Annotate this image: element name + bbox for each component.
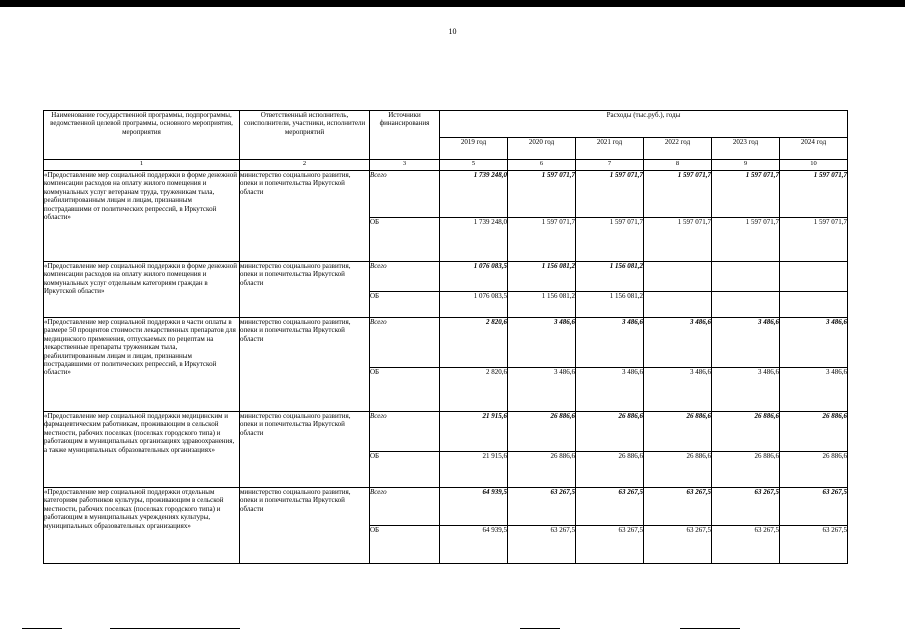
top-border bbox=[0, 0, 905, 7]
total-value: 1 076 083,5 bbox=[473, 262, 507, 270]
header-year: 2024 год bbox=[780, 138, 848, 160]
table-row-total bbox=[44, 171, 848, 218]
total-value-cell bbox=[780, 171, 848, 218]
total-value-cell bbox=[508, 171, 576, 218]
funding-source-ob: ОБ bbox=[370, 526, 440, 564]
table-row-total bbox=[44, 412, 848, 452]
funding-source-ob: ОБ bbox=[370, 368, 440, 412]
total-value: 64 939,5 bbox=[482, 488, 507, 496]
total-value: 3 486,6 bbox=[554, 318, 575, 326]
ob-value: 1 739 248,0 bbox=[440, 218, 508, 262]
header-year: 2020 год bbox=[508, 138, 576, 160]
total-value-cell bbox=[712, 171, 780, 218]
column-number: 8 bbox=[644, 160, 712, 171]
column-number: 1 bbox=[44, 160, 240, 171]
ob-value: 63 267,5 bbox=[712, 526, 780, 564]
total-value-cell bbox=[576, 262, 644, 292]
total-value: 1 597 071,7 bbox=[609, 171, 643, 179]
program-name: «Предоставление мер социальной поддержки отдельным категориям работников культуры, проживающим в сельской местности, рабочих поселках (поселках городского типа) и работающим в муниципальных учреждениях культуры, муниципальных образовательных организациях» bbox=[44, 488, 240, 564]
header-year: 2022 год bbox=[644, 138, 712, 160]
header-year: 2023 год bbox=[712, 138, 780, 160]
total-value-cell bbox=[440, 171, 508, 218]
table-row-total bbox=[44, 488, 848, 526]
total-value: 1 156 081,2 bbox=[541, 262, 575, 270]
total-value-cell bbox=[508, 262, 576, 292]
header-year: 2019 год bbox=[440, 138, 508, 160]
column-number: 3 bbox=[370, 160, 440, 171]
total-value: 26 886,6 bbox=[754, 412, 779, 420]
total-value: 1 156 081,2 bbox=[609, 262, 643, 270]
table-body bbox=[44, 171, 848, 564]
funding-source-ob: ОБ bbox=[370, 452, 440, 488]
header-program-name: Наименование государственной программы, подпрограммы, ведомственной целевой программы, основного мероприятия, мероприятия bbox=[44, 111, 240, 160]
column-number: 9 bbox=[712, 160, 780, 171]
budget-table bbox=[43, 110, 848, 564]
ob-value: 64 939,5 bbox=[440, 526, 508, 564]
header-funding-source: Источники финансирования bbox=[370, 111, 440, 160]
total-value: 1 597 071,7 bbox=[677, 171, 711, 179]
total-label: Всего bbox=[370, 318, 387, 326]
program-name: «Предоставление мер социальной поддержки медицинским и фармацевтическим работникам, проживающим в сельской местности, рабочих поселках (поселках городского типа) и работающим в муниципальных организациях здравоохранения, а также муниципальных образовательных организациях» bbox=[44, 412, 240, 488]
bottom-rule bbox=[680, 628, 740, 629]
total-value: 26 886,6 bbox=[686, 412, 711, 420]
total-value: 1 597 071,7 bbox=[745, 171, 779, 179]
total-label: Всего bbox=[370, 262, 387, 270]
funding-source-total bbox=[370, 262, 440, 292]
ob-value: 63 267,5 bbox=[576, 526, 644, 564]
executor: министерство социального развития, опеки и попечительства Иркутской области bbox=[240, 412, 370, 488]
total-value-cell bbox=[644, 318, 712, 368]
executor: министерство социального развития, опеки и попечительства Иркутской области bbox=[240, 318, 370, 412]
ob-value: 63 267,5 bbox=[508, 526, 576, 564]
ob-value: 3 486,6 bbox=[712, 368, 780, 412]
ob-value: 1 597 071,7 bbox=[576, 218, 644, 262]
page-number: 10 bbox=[448, 27, 457, 36]
ob-value: 2 820,6 bbox=[440, 368, 508, 412]
ob-value: 63 267,5 bbox=[780, 526, 848, 564]
total-value-cell bbox=[440, 488, 508, 526]
executor: министерство социального развития, опеки и попечительства Иркутской области bbox=[240, 262, 370, 318]
ob-value: 3 486,6 bbox=[780, 368, 848, 412]
total-value-cell bbox=[508, 488, 576, 526]
table-row-total bbox=[44, 262, 848, 292]
ob-value: 1 597 071,7 bbox=[644, 218, 712, 262]
total-value-cell bbox=[576, 412, 644, 452]
total-value: 3 486,6 bbox=[758, 318, 779, 326]
ob-value bbox=[644, 292, 712, 318]
funding-source-ob: ОБ bbox=[370, 292, 440, 318]
column-number: 6 bbox=[508, 160, 576, 171]
funding-source-total bbox=[370, 488, 440, 526]
total-value-cell bbox=[440, 412, 508, 452]
total-value: 26 886,6 bbox=[618, 412, 643, 420]
total-value: 3 486,6 bbox=[690, 318, 711, 326]
total-value-cell bbox=[780, 262, 848, 292]
ob-value: 3 486,6 bbox=[576, 368, 644, 412]
ob-value: 26 886,6 bbox=[508, 452, 576, 488]
total-value: 2 820,6 bbox=[486, 318, 507, 326]
total-value: 63 267,5 bbox=[550, 488, 575, 496]
total-value-cell bbox=[576, 171, 644, 218]
executor: министерство социального развития, опеки и попечительства Иркутской области bbox=[240, 488, 370, 564]
ob-value: 1 597 071,7 bbox=[780, 218, 848, 262]
ob-value: 26 886,6 bbox=[644, 452, 712, 488]
ob-value: 1 597 071,7 bbox=[508, 218, 576, 262]
total-value: 3 486,6 bbox=[622, 318, 643, 326]
ob-value: 21 915,6 bbox=[440, 452, 508, 488]
total-value: 3 486,6 bbox=[826, 318, 848, 326]
funding-source-ob: ОБ bbox=[370, 218, 440, 262]
ob-value: 1 156 081,2 bbox=[508, 292, 576, 318]
total-value: 1 739 248,0 bbox=[473, 171, 507, 179]
total-value-cell bbox=[780, 412, 848, 452]
column-number: 2 bbox=[240, 160, 370, 171]
bottom-rule bbox=[520, 628, 560, 629]
column-number: 5 bbox=[440, 160, 508, 171]
header-executor: Ответственный исполнитель, соисполнители, участники, исполнители мероприятий bbox=[240, 111, 370, 160]
total-label: Всего bbox=[370, 412, 387, 420]
column-number: 7 bbox=[576, 160, 644, 171]
total-value: 63 267,5 bbox=[618, 488, 643, 496]
ob-value: 1 076 083,5 bbox=[440, 292, 508, 318]
ob-value: 26 886,6 bbox=[712, 452, 780, 488]
funding-source-total bbox=[370, 412, 440, 452]
total-value: 63 267,5 bbox=[822, 488, 848, 496]
ob-value: 1 156 081,2 bbox=[576, 292, 644, 318]
total-value-cell bbox=[780, 488, 848, 526]
bottom-rule bbox=[110, 628, 240, 629]
bottom-rule bbox=[22, 628, 62, 629]
program-name: «Предоставление мер социальной поддержки в форме денежной компенсации расходов на оплату жилого помещения и коммунальных услуг ветеранам труда, труженикам тыла, реабилитированным лицам и лицам, признанным пострадавшими от политических репрессий, в Иркутской области» bbox=[44, 171, 240, 262]
total-value-cell bbox=[712, 488, 780, 526]
total-value-cell bbox=[440, 318, 508, 368]
ob-value: 3 486,6 bbox=[644, 368, 712, 412]
program-name: «Предоставление мер социальной поддержки в части оплаты в размере 50 процентов стоимости лекарственных препаратов для медицинского применения, отпускаемых по рецептам на лекарственные препараты труженикам тыла, реабилитированным лицам и лицам, признанным пострадавшими от политических репрессий, в Иркутской области» bbox=[44, 318, 240, 412]
total-value: 26 886,6 bbox=[550, 412, 575, 420]
executor: министерство социального развития, опеки и попечительства Иркутской области bbox=[240, 171, 370, 262]
total-value: 21 915,6 bbox=[482, 412, 507, 420]
ob-value: 63 267,5 bbox=[644, 526, 712, 564]
header-year: 2021 год bbox=[576, 138, 644, 160]
funding-source-total bbox=[370, 171, 440, 218]
total-value: 26 886,6 bbox=[822, 412, 848, 420]
table-row-total bbox=[44, 318, 848, 368]
ob-value bbox=[780, 292, 848, 318]
total-value-cell bbox=[576, 318, 644, 368]
total-label: Всего bbox=[370, 488, 387, 496]
total-value: 63 267,5 bbox=[686, 488, 711, 496]
total-value-cell bbox=[712, 412, 780, 452]
total-label: Всего bbox=[370, 171, 387, 179]
total-value-cell bbox=[712, 262, 780, 292]
total-value-cell bbox=[780, 318, 848, 368]
column-number: 10 bbox=[780, 160, 848, 171]
ob-value: 3 486,6 bbox=[508, 368, 576, 412]
total-value-cell bbox=[712, 318, 780, 368]
total-value: 63 267,5 bbox=[754, 488, 779, 496]
ob-value: 26 886,6 bbox=[576, 452, 644, 488]
funding-source-total bbox=[370, 318, 440, 368]
program-name: «Предоставление мер социальной поддержки в форме денежной компенсации расходов на оплату жилого помещения и коммунальных услуг отдельным категориям граждан в Иркутской области» bbox=[44, 262, 240, 318]
total-value-cell bbox=[644, 412, 712, 452]
total-value-cell bbox=[508, 318, 576, 368]
ob-value bbox=[712, 292, 780, 318]
total-value-cell bbox=[644, 171, 712, 218]
total-value-cell bbox=[644, 488, 712, 526]
ob-value: 26 886,6 bbox=[780, 452, 848, 488]
header-expenses: Расходы (тыс.руб.), годы bbox=[440, 111, 848, 138]
total-value-cell bbox=[440, 262, 508, 292]
total-value-cell bbox=[644, 262, 712, 292]
total-value-cell bbox=[576, 488, 644, 526]
total-value-cell bbox=[508, 412, 576, 452]
total-value: 1 597 071,7 bbox=[541, 171, 575, 179]
ob-value: 1 597 071,7 bbox=[712, 218, 780, 262]
total-value: 1 597 071,7 bbox=[813, 171, 848, 179]
